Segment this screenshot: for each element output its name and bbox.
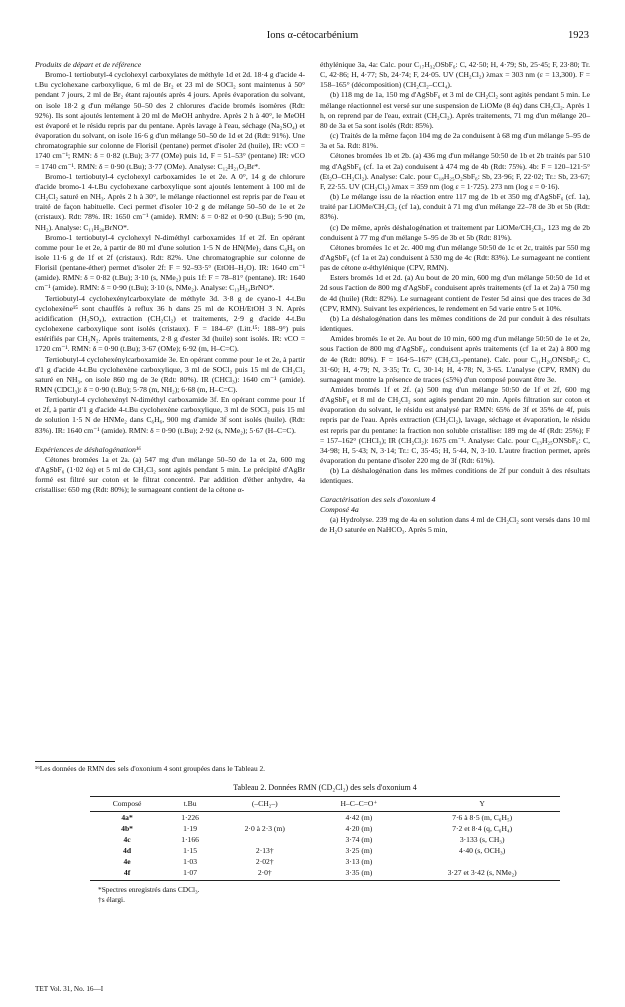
table-cell: 2·0† bbox=[216, 867, 313, 881]
paragraph: Tertiobutyl-4 cyclohexénylcarboxylate de méthyle 3d. 3·8 g de cyano-1 4-t.Bu cyclohexène¹⁵ sont chauffés à reflux 36 h dans 25 ml de KOH/EtOH 3 N. Après acidification (H₂SO₄), extraction (CH₂Cl₂) et traitements, 2·9 g d'acide 4-t.Bu cyclohexene carboxylique sont isolés (cristaux). F = 184–6° (Litt.¹⁵: 188–9°) puis estérifiés par CH₂N₂. Après traitements, 2·8 g d'ester 3d (huile) sont isolés. IR: νCO = 1720 cm⁻¹. RMN: δ = 0·90 (t.Bu); 3·67 (OMe); 6·92 (m, H–C=C). bbox=[35, 293, 305, 354]
section-heading: Expériences de déshalogénation¹⁶ bbox=[35, 444, 141, 454]
table-cell: 3·13 (m) bbox=[345, 857, 373, 866]
table-cell: 3·27 et 3·42 (s, NMe₂) bbox=[404, 867, 560, 881]
paragraph: (b) La déshalogénation dans les mêmes conditions de 2f pur conduit à des résultats identiques. bbox=[320, 466, 590, 486]
compound-cell: 4a* bbox=[121, 813, 133, 822]
table-row bbox=[90, 867, 560, 881]
table-cell: 2·02† bbox=[255, 857, 274, 866]
column-header: (–CH₂–) bbox=[216, 797, 313, 812]
table-cell: 3·25 (m) bbox=[345, 846, 373, 855]
right-column bbox=[320, 60, 590, 535]
table-row bbox=[90, 834, 560, 845]
paragraph: (c) Traités de la même façon 104 mg de 2a conduisent à 68 mg d'un mélange 5–95 de 3a et 5a. Rdt: 81%. bbox=[320, 131, 590, 151]
table-cell bbox=[404, 856, 560, 867]
column-header: Composé bbox=[90, 797, 164, 812]
table-note: †s élargi. bbox=[98, 894, 125, 904]
section-heading: Caractérisation des sels d'oxonium 4 bbox=[320, 494, 436, 504]
table-cell: 2·13† bbox=[255, 846, 274, 855]
column-header: Y bbox=[404, 797, 560, 812]
table-cell: 1·07 bbox=[164, 867, 216, 881]
footnote-divider bbox=[35, 761, 115, 762]
paragraph: Cétones bromées 1b et 2b. (a) 436 mg d'un mélange 50:50 de 1b et 2b traités par 510 mg d'AgSbF₆ (cf. 1a et 2a) conduisent à 474 mg de 4b (Rdt: 75%). 4b: F = 120–121·5° (Et₂O–CH₂Cl₂). Analyse: Calc. pour C₁₈H₂₅O₂SbF₆: Sb, 23·96; F, 22·02; Tr.: Sb, 23·67; F, 22·55. UV (CH₂Cl₂) λmax = 359 nm (log ε = 1·725). 273 nm (log ε = 0·16). bbox=[320, 151, 590, 191]
paragraph: Bromo-1 tertiobutyl-4 cyclohexyl carboxylates de méthyle 1d et 2d. 18·4 g d'acide 4-t.Bu cyclohexane carboxylique, 6 ml de Br₂ et 23 ml de SOCl₂ sont maintenus à 50° pendant 7 jours, 2 ml de Br₂ étant rajoutés après 4 jours. Après évaporation du solvant, on isole 18·2 g d'un mélange 50–50 des 2 chlorures d'acide bromés isomères (Rdt: 92%). Ils sont ajoutés lentement à 20 ml de MeOH anhydre. Après 2 h à 40°, le MeOH est évaporé et le résidu repris par du pentane. Après lavage à l'eau, séchage (Na₂SO₄) et évaporation du solvant, on isole 16·6 g d'un mélange 50–50 de 1d et 2d (Rdt: 91%). Une chromatographie sur colonne de Florisil (pentane) permet d'isoler 2d (huile), IR: νCO = 1740 cm⁻¹; RMN: δ = 0·82 (t.Bu); 3·77 (OMe) puis 1d, F = 51–53° (pentane) IR: νCO = 1740 cm⁻¹. RMN: δ = 0·90 (t.Bu); 3·77 (OMe). Analyse: C₁₂H₂₁O₂Br*. bbox=[35, 70, 305, 171]
paragraph: Tertiobutyl-4 cyclohexényl N-diméthyl carboxamide 3f. En opérant comme pour 1f et 2f, à partir d'1 g d'acide 4-t.Bu cyclohexène carboxylique, 3 ml de SOCl₂ puis 15 ml de solution 1·5 N de HNMe₂ dans C₆H₆, 900 mg d'amide 3f sont isolés (huile). (Rdt: 83%). IR: 1640 cm⁻¹ (amide). RMN: δ = 0·90 (t.Bu); 2·92 (s, NMe₂); 5·67 (H–C=C). bbox=[35, 395, 305, 435]
page-number: 1923 bbox=[568, 30, 589, 41]
paragraph: (a) Hydrolyse. 239 mg de 4a en solution dans 4 ml de CH₂Cl₂ sont versés dans 10 ml de H₂O saturée en NaHCO₃. Après 5 min, bbox=[320, 514, 590, 535]
table-cell: 7·2 et 8·4 (q, C₆H₄) bbox=[452, 824, 513, 833]
compound-cell: 4f bbox=[90, 867, 164, 881]
table-row bbox=[90, 812, 560, 824]
paragraph: Esters bromés 1d et 2d. (a) Au bout de 20 min, 600 mg d'un mélange 50:50 de 1d et 2d sous l'action de 800 mg d'AgSbF₆ conduisent après traitements (cf 1a et 2a) à 750 mg de 4d (huile) (Rdt: 82%). Le surnageant contient de l'ester 5d ainsi que des traces de 3d (CPV, RMN). Suivant les expériences, le rendement en 5d varie entre 5 et 10%. bbox=[320, 273, 590, 313]
column-header: t.Bu bbox=[164, 797, 216, 812]
table-body bbox=[90, 812, 560, 881]
paragraph: éthylénique 3a, 4a: Calc. pour C₁₇H₃₂OSbF₆: C, 42·50; H, 4·79; Sb, 25·45; F, 23·80; Tr. C, 42·86; H, 4·77; Sb, 24·74; F, 24·05. UV (CH₂Cl₂) λmax = 303 nm (ε = 13,300). F = 158–165° (décomposition) (CH₂Cl₂–CCl₄). bbox=[320, 60, 590, 90]
table-cell: 4·42 (m) bbox=[345, 813, 373, 822]
table-row bbox=[90, 856, 560, 867]
table-cell bbox=[216, 812, 313, 824]
nmr-table-block bbox=[90, 783, 560, 904]
table-cell bbox=[216, 834, 313, 845]
paragraph: (c) De même, après déshalogénation et traitement par LiOMe/CH₂Cl₂, 123 mg de 2b conduisent à 77 mg d'un mélange 5–95 de 3b et 5b (Rdt: 81%). bbox=[320, 222, 590, 242]
table-cell: 3·74 (m) bbox=[345, 835, 373, 844]
paragraph: Amides bromés 1f et 2f. (a) 500 mg d'un mélange 50:50 de 1f et 2f, 600 mg d'AgSbF₆ et 8 ml de CH₂Cl₂ sont agités pendant 20 min. Après filtration sur coton et évaporation du solvant, le résidu est analysé par RMN: 65% de 3f et 35% de 4f, puis repris par de l'eau. Après extraction (CH₂Cl₂), lavage, séchage et évaporation, le résidu est repris par du pentane: la fraction non soluble cristallise: 189 mg de 4f (Rdt: 25%); F = 157–162° (CHCl₃); IR (CH₂Cl₂): 1675 cm⁻¹. Analyse: Calc. pour C₁₃H₂₅ONSbF₆: C, 34·98; H, 5·43; N, 3·14; Tr.: C, 35·45; H, 5·44, N, 3·10. L'autre fraction permet, après évaporation du pentane d'isoler 220 mg de 3f (Rdt: 61%). bbox=[320, 385, 590, 466]
compound-cell: 4c bbox=[123, 835, 131, 844]
left-column bbox=[35, 60, 305, 496]
paragraph: (b) La déshalogénation dans les mêmes conditions de 2d pur conduit à des résultats identiques. bbox=[320, 313, 590, 334]
table-cell: 3·133 (s, CH₃) bbox=[459, 835, 505, 844]
section-heading: Produits de départ et de référence bbox=[35, 60, 142, 69]
table-caption: Tableau 2. Données RMN (CD₂Cl₂) des sels d'oxonium 4 bbox=[233, 783, 417, 792]
running-title: Ions α-cétocarbénium bbox=[266, 30, 359, 41]
table-cell: 4·40 (s, OCH₃) bbox=[459, 846, 506, 855]
compound-cell: 4e bbox=[123, 857, 131, 866]
paragraph: Bromo-1 tertiobutyl-4 cyclohexyl carboxamides 1e et 2e. A 0°, 14 g de chlorure d'acide bromo-1 4-t.Bu cyclohexane carboxylique sont ajoutés lentement à 100 ml de CH₂Cl₂ saturé en NH₃. Après 2 h à 30°, le mélange réactionnel est repris par de l'eau et traité de façon habituelle. Ceci permet d'isoler 10·2 g de mélange 50–50 de 1e et 2e (cristaux). Rdt: 78%. IR: 1650 cm⁻¹ (amide). RMN: δ = 0·82 et 0·90 (t.Bu); 5·90 (m, NH₂). Analyse: C₁₁H₂₀BrNO*. bbox=[35, 171, 305, 232]
table-cell: 3·35 (m) bbox=[314, 867, 405, 881]
paragraph: Cétones bromées 1a et 2a. (a) 547 mg d'un mélange 50–50 de 1a et 2a, 600 mg d'AgSbF₆ (1·02 éq) et 5 ml de CH₂Cl₂ sont agités pendant 5 min. Le précipité d'AgBr formé est filtré sur coton et le filtrat concentré. Par addition d'éther anhydre, 4a cristallise: 650 mg (Rdt: 80%); le surnageant contient de la cétone α- bbox=[35, 454, 305, 495]
table-cell: 1·03 bbox=[183, 857, 198, 866]
nmr-table bbox=[90, 796, 560, 881]
compound-cell: 4d bbox=[123, 846, 132, 855]
table-cell: 1·19 bbox=[183, 824, 198, 833]
footnote: ¹⁶Les données de RMN des sels d'oxonium 4 sont groupées dans le Tableau 2. bbox=[35, 764, 266, 773]
table-header-row bbox=[90, 797, 560, 812]
paragraph: Bromo-1 tertiobutyl-4 cyclohexyl N-diméthyl carboxamides 1f et 2f. En opérant comme pour 1e et 2e, à partir de 80 ml d'une solution 1·5 N de HN(Me)₂ dans C₆H₆ on isole 11·6 g de 1f et 2f (cristaux). Rdt: 82%. Une chromatographie sur colonne de Florisil (pentane-éther) permet d'isoler 2f: F = 92–93·5° (EtOH–H₂O). IR: 1640 cm⁻¹ (amide). RMN: δ = 0·82 (t.Bu); 3·10 (s, NMe₂) puis 1f: F = 78–81° (pentane). IR: 1640 cm⁻¹ (amide). RMN: δ = 0·90 (t.Bu); 3·10 (s, NMe₂). Analyse: C₁₃H₂₄BrNO*. bbox=[35, 232, 305, 293]
table-cell: 1·226 bbox=[181, 813, 199, 822]
table-cell: 7·6 à 8·5 (m, C₆H₅) bbox=[452, 813, 513, 822]
table-note: *Spectres enregistrés dans CDCl₃. bbox=[98, 885, 200, 894]
table-row bbox=[90, 823, 560, 834]
paragraph: (b) 118 mg de 1a, 150 mg d'AgSbF₆ et 3 ml de CH₂Cl₂ sont agités pendant 5 min. Le mélange réactionnel est versé sur une suspension de LiOMe (8 éq) dans CH₂Cl₂. Après 1 h, on reprend par de l'eau, extrait (CH₂Cl₂). Après traitements, 71 mg d'un mélange 20–80 de 3a et 5a sont isolés (Rdt: 85%). bbox=[320, 90, 590, 130]
table-cell: 4·20 (m) bbox=[345, 824, 373, 833]
subsection-heading: Composé 4a bbox=[320, 504, 359, 514]
table-cell: 2·0 à 2·3 (m) bbox=[244, 824, 285, 833]
column-header: H–C–C=O⁺ bbox=[314, 797, 405, 812]
paragraph: Amides bromés 1e et 2e. Au bout de 10 min, 600 mg d'un mélange 50:50 de 1e et 2e, sous l'action de 800 mg d'AgSbF₆, conduisent après traitements (cf 1a et 2a) à 800 mg de 4e (Rdt: 80%). F = 164·5–167° (CH₂Cl₂-pentane). Calc. pour C₁₁H₂₀ONSbF₆: C, 31·60; H, 4·79; N, 3·35; Tr. C, 30·14; H, 4·78; N, 3·65. L'analyse (CPV, RMN) du surnageant montre la présence de traces (≤5%) d'un composé pouvant être 3e. bbox=[320, 334, 590, 384]
table-cell: 1·166 bbox=[181, 835, 199, 844]
paragraph: Cétones bromées 1c et 2c. 400 mg d'un mélange 50:50 de 1c et 2c, traités par 550 mg d'AgSbF₆ (cf 1a et 2a) conduisent à 530 mg de 4c (Rdt: 83%). Le surnageant ne contient pas de cétone α-éthylénique (CPV, RMN). bbox=[320, 242, 590, 273]
table-notes bbox=[90, 885, 560, 904]
compound-cell: 4b* bbox=[121, 824, 133, 833]
paragraph: Tertiobutyl-4 cyclohexénylcarboxamide 3e. En opérant comme pour 1e et 2e, à partir d'1 g d'acide 4-t.Bu cyclohexène carboxylique, 3 ml de SOCl₂ puis 15 ml de CH₂Cl₂ saturé en NH₃, on isole 860 mg de 3e (Rdt: 80%). IR (CHCl₃): 1640 cm⁻¹ (amide). RMN (CDCl₃): δ = 0·90 (t.Bu); 5·78 (m, NH₂); 6·68 (m, H–C=C). bbox=[35, 354, 305, 394]
table-row bbox=[90, 845, 560, 856]
volume-note: TET Vol. 31, No. 16—I bbox=[35, 985, 104, 993]
paragraph: (b) Le mélange issu de la réaction entre 117 mg de 1b et 350 mg d'AgSbF₆ (cf. 1a), traité par LiOMe/CH₂Cl₂ (cf 1a), conduit à 71 mg d'un mélange 22–78 de 3b et 5b (Rdt: 83%). bbox=[320, 192, 590, 222]
table-cell: 1·15 bbox=[183, 846, 198, 855]
